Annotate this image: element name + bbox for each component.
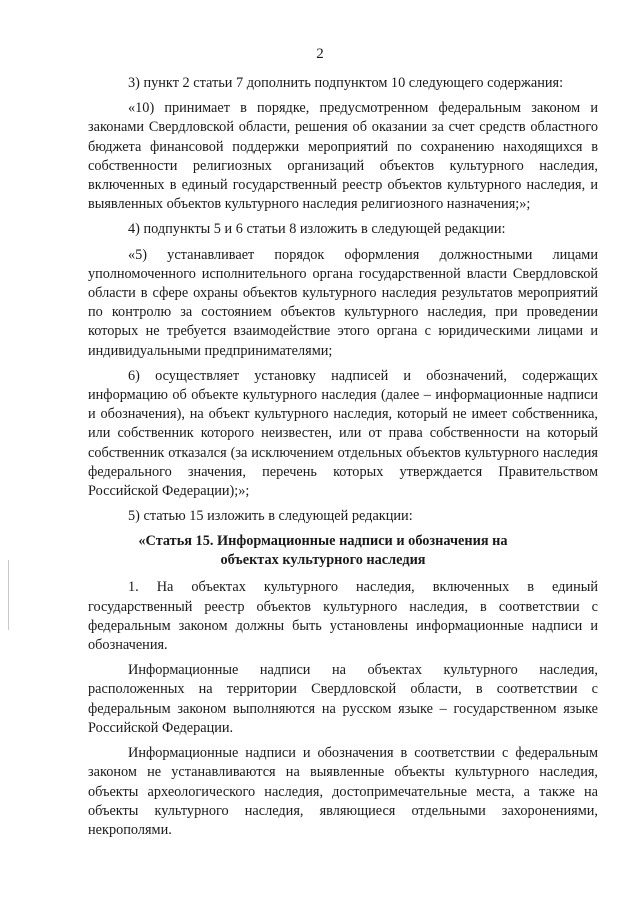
document-body [88,74,598,846]
paragraph-inscriptions-language: Информационные надписи на объектах культурного наследия, расположенных на территории Свердловской области, в соответствии с федеральным законом выполняются на русском языке – государственном языке Российской Федерации. [88,662,598,736]
article-heading-line-1: «Статья 15. Информационные надписи и обозначения на [138,533,508,550]
paragraph-item-4: 4) подпункты 5 и 6 статьи 8 изложить в следующей редакции: [128,221,506,238]
paragraph-subitem-10: «10) принимает в порядке, предусмотренном федеральным законом и законами Свердловской области, решения об оказании за счет средств областного бюджета финансовой поддержки мероприятий по сохранению находящихся в собственности религиозных организаций объектов культурного наследия, включенных в единый государственный реестр объектов культурного наследия, и выявленных объектов культурного наследия религиозного назначения;»; [88,100,598,213]
paragraph-subitem-5: «5) устанавливает порядок оформления должностными лицами уполномоченного исполнительного органа государственной власти Свердловской области в сфере охраны объектов культурного наследия результатов мероприятий по контролю за состоянием объектов культурного наследия, при проведении которых не требуется взаимодействие этого органа с юридическими лицами и индивидуальными предпринимателями; [88,246,598,359]
page-number: 2 [316,46,324,62]
article-heading-line-2: объектах культурного наследия [220,552,426,569]
paragraph-inscriptions-exceptions: Информационные надписи и обозначения в соответствии с федеральным законом не устанавливаются на выявленные объекты культурного наследия, объекты археологического наследия, достопримечательные места, а также на объекты культурного наследия, являющиеся отдельными захоронениями, некрополями. [88,745,598,838]
scan-margin-mark [8,560,9,630]
article-heading [88,532,598,570]
paragraph-item-3: 3) пункт 2 статьи 7 дополнить подпунктом 10 следующего содержания: [128,75,564,91]
paragraph-article-point-1: 1. На объектах культурного наследия, включенных в единый государственный реестр объектов культурного наследия, в соответствии с федеральным законом должны быть установлены информационные надписи и обозначения. [88,579,598,654]
paragraph-subitem-6: 6) осуществляет установку надписей и обозначений, содержащих информацию об объекте культурного наследия (далее – информационные надписи и обозначения), на объект культурного наследия, который не имеет собственника, или собственник которого неизвестен, или от права собственности на который собственник отказался (за исключением отдельных объектов культурного наследия федерального значения, перечень которых утверждается Правительством Российской Федерации);»; [88,367,598,500]
paragraph-item-5: 5) статью 15 изложить в следующей редакции: [128,508,413,525]
